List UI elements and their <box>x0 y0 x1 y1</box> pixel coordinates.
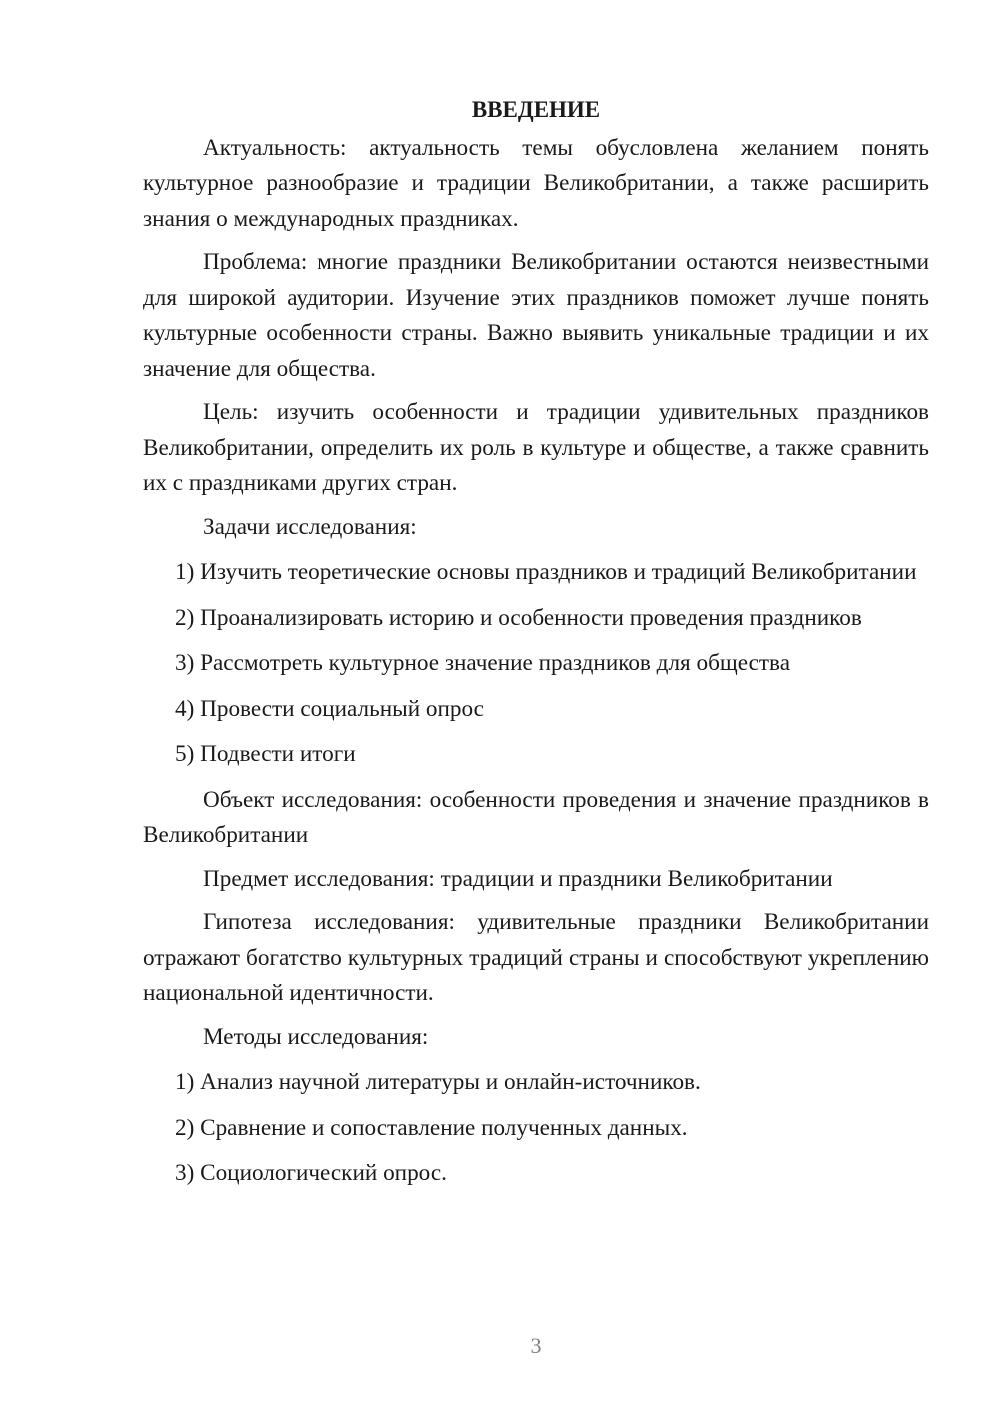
goal-paragraph: Цель: изучить особенности и традиции удивительных праздников Великобритании, определить их роль в культуре и обществе, а также сравнить их с праздниками других стран. <box>143 399 929 496</box>
problem-paragraph: Проблема: многие праздники Великобритании остаются неизвестными для широкой аудитории. Изучение этих праздников поможет лучше понять культурные особенности страны. Важно выявить уникальные традиции и их значение для общества. <box>143 249 929 382</box>
relevance-paragraph: Актуальность: актуальность темы обусловлена желанием понять культурное разнообразие и традиции Великобритании, а также расширить знания о международных праздниках. <box>143 134 929 232</box>
method-item-3: 3) Социологический опрос. <box>175 1160 447 1186</box>
task-item-3: 3) Рассмотреть культурное значение праздников для общества <box>175 650 790 676</box>
hypothesis-paragraph: Гипотеза исследования: удивительные праздники Великобритании отражают богатство культурных традиций страны и способствуют укреплению национальной идентичности. <box>143 909 929 1006</box>
page-number: 3 <box>530 1333 542 1358</box>
method-item-2: 2) Сравнение и сопоставление полученных данных. <box>175 1114 688 1141</box>
task-item-4: 4) Провести социальный опрос <box>175 695 484 722</box>
subject-paragraph: Предмет исследования: традиции и праздники Великобритании <box>203 865 833 892</box>
task-item-1: 1) Изучить теоретические основы праздников и традиций Великобритании <box>175 559 917 585</box>
methods-heading: Методы исследования: <box>203 1023 429 1050</box>
task-item-5: 5) Подвести итоги <box>175 741 356 767</box>
method-item-1: 1) Анализ научной литературы и онлайн-источников. <box>175 1069 701 1095</box>
tasks-heading: Задачи исследования: <box>203 513 417 540</box>
object-paragraph: Объект исследования: особенности проведения и значение праздников в Великобритании <box>143 786 929 848</box>
document-body <box>143 92 929 1202</box>
section-title: ВВЕДЕНИЕ <box>471 97 601 122</box>
task-item-2: 2) Проанализировать историю и особенности проведения праздников <box>175 604 862 631</box>
